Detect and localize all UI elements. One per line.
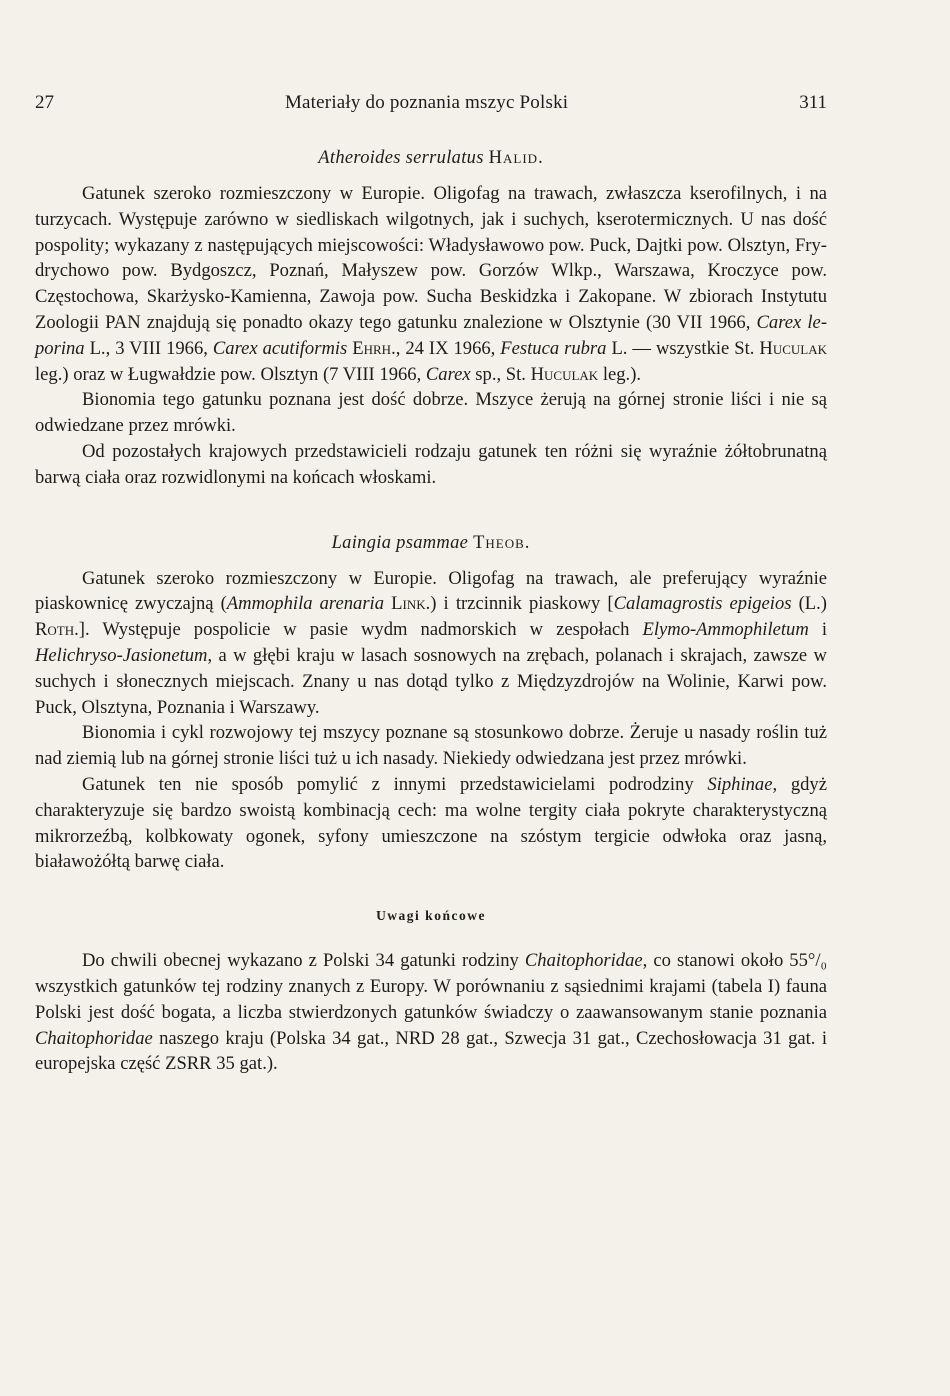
italic-taxon: Chaitophoridae [35,1027,153,1049]
italic-taxon: Helichryso-Jasionetum [35,644,208,666]
text-run: Gatunek szeroko rozmieszczony w Europie. Oligofag na trawach, zwłaszcza kserofilnych, i na turzycach. Występuje zarówno w siedliskach wilgotnych, jak i suchych, kserotermicznych. U nas dość pospolity; wykazany z następujących miejscowości: Władysławowo pow. Puck, Dajtki pow. Olsztyn, Frydrychowo pow. Bydgoszcz, Poznań, Małyszew pow. Gorzów Wlkp., Warszawa, Kroczyce pow. Częstochowa, Skarżysko-Kamienna, Zawoja pow. Sucha Beskidzka i Zakopane. W zbiorach Instytutu Zoologii PAN znajdują się ponadto okazy tego gatunku znalezione w Olsztynie (30 VII 1966, [35,183,827,333]
text-run: (L.) [791,593,827,615]
text-run: Do chwili obecnej wykazano z Polski 34 gatunki rodziny [82,950,525,972]
header-left-number: 27 [35,92,54,113]
author-abbrev: Roth. [35,619,79,641]
page-number: 311 [799,92,827,113]
italic-taxon: Siphinae [707,773,773,795]
running-title: Materiały do poznania mszyc Polski [284,92,569,113]
italic-taxon: Ammophila arenaria [226,593,385,615]
italic-taxon: Festuca rubra [500,337,607,359]
text-run: leg.) oraz w Ługwałdzie pow. Olsztyn (7 VIII 1966, [35,363,426,385]
species-name: Laingia psammae [331,532,469,553]
page [35,92,827,1077]
text-run: Gatunek ten nie sposób pomylić z innymi przedstawicielami podrodziny [82,773,708,795]
paragraph [35,566,827,721]
paragraph [35,772,827,875]
text-run: , co stanowi około 55°/₀ wszystkich gatunków tej rodziny znanych z Europy. W porównaniu z sąsiednimi krajami (tabela I) fauna Polski jest dość bogata, a liczba stwierdzonych gatunków świadczy o zaawansowanym stanie poznania [35,950,827,1023]
text-run: , 3 VIII 1966, [105,337,213,359]
collector-name: Huculak [759,337,827,359]
species-author: Halid. [488,148,544,168]
author-abbrev: Link. [391,593,431,615]
section-heading: Uwagi końcowe [376,908,486,924]
text-run: leg.). [598,363,642,385]
species-heading-laingia [35,533,827,554]
text-run: ) i trzcinnik piaskowy [ [430,593,614,615]
author-abbrev: Ehrh. [352,337,396,359]
text-run: naszego kraju (Polska 34 gat., NRD 28 gat., Szwecja 31 gat., Czechosłowacja 31 gat. i europejska część ZSRR 35 gat.). [35,1027,827,1075]
text-run: Gatunek szeroko rozmieszczony w Europie. Oligofag na trawach, ale preferujący wyraźnie piaskownicę zwyczajną ( [35,567,827,615]
italic-taxon: Chaitophoridae [524,950,643,972]
collector-name: Huculak [530,363,599,385]
paragraph [35,181,827,387]
author-abbrev: L. [611,337,628,359]
paragraph: Bionomia tego gatunku poznana jest dość dobrze. Mszyce żerują na górnej stronie liści i nie są odwiedzane przez mrówki. [35,389,827,437]
paragraph: Od pozostałych krajowych przedstawicieli rodzaju gatunek ten różni się wyraźnie żółtobrunatną barwą ciała oraz rozwidlonymi na końcach włoskami. [35,440,827,488]
text-run: i [808,619,827,641]
paragraph [35,948,827,1077]
author-abbrev: L. [89,337,106,359]
text-run: , 24 IX 1966, [395,337,501,359]
italic-taxon: Carex acutiformis [212,337,348,359]
text-run: — wszystkie St. [627,337,760,359]
text-run: ]. Występuje pospolicie w pasie wydm nadmorskich w zespołach [78,619,643,641]
species-heading-atheroides [35,148,827,169]
text-run: , gdyż charakteryzuje się bardzo swoistą kombinacją cech: ma wolne tergity ciała pokryte charakterystyczną mikrorzeźbą, kolbkowaty ogonek, syfony umieszczone na szóstym tergicie odwłoka oraz jasną, białawożółtą barwę ciała. [35,773,827,873]
page-header [35,92,827,122]
italic-taxon: Carex leporina [35,311,828,359]
italic-taxon: Calamagrostis epigeios [613,593,792,615]
text-run: sp., St. [470,363,531,385]
italic-taxon: Elymo-Ammophiletum [642,619,809,641]
paragraph: Bionomia i cykl rozwojowy tej mszycy poznane są stosunkowo dobrze. Żeruje u nasady roślin tuż nad ziemią lub na górnej stronie liści tuż u ich nasady. Niekiedy odwiedzana jest przez mrówki. [35,722,827,770]
text-run: , a w głębi kraju w lasach sosnowych na zrębach, polanach i skrajach, zawsze w suchych i słonecznych miejscach. Znany u nas dotąd tylko z Międzyzdrojów na Wolinie, Karwi pow. Puck, Olsztyna, Poznania i Warszawy. [35,644,827,718]
italic-taxon: Carex [425,363,471,385]
species-author: Theob. [473,532,531,553]
species-name: Atheroides serrulatus [318,148,484,168]
